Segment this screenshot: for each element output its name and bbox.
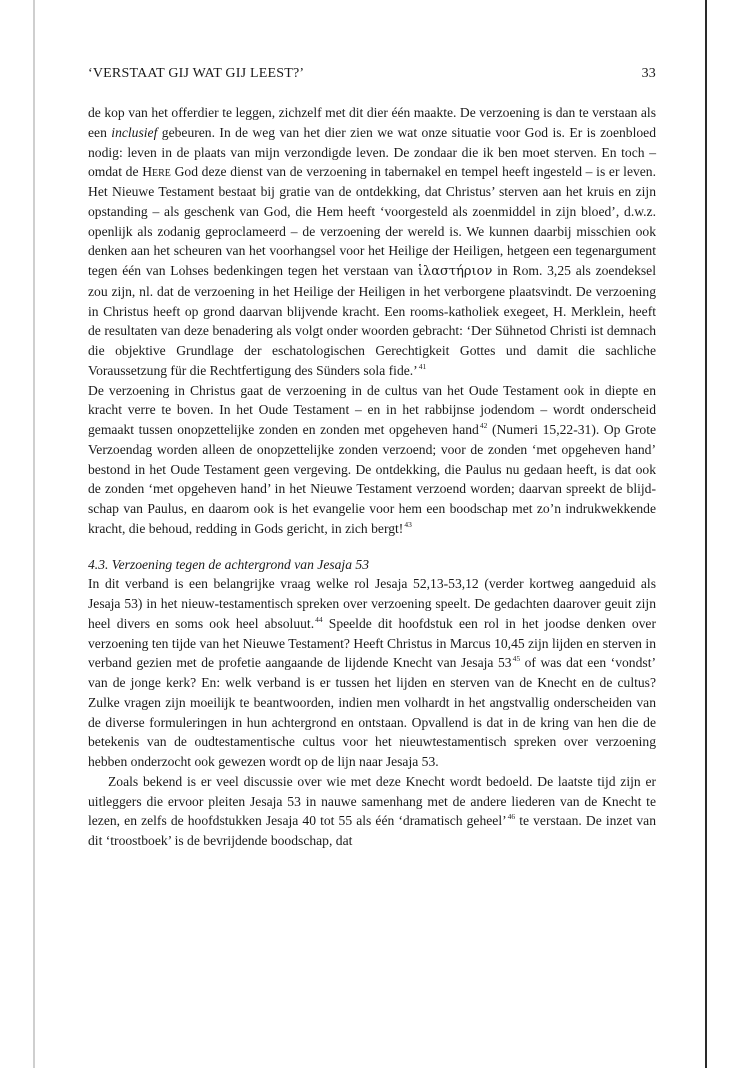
paragraph-3-text-3: of was dat een ‘vondst’ van de jonge kerk? En: welk verband is er tussen het lijden en sterven van de Knecht en de cultus? Zulke vragen zijn moeilijk te beantwoorden, indien men volhardt in het angstvallig onderscheiden van de diverse formuleringen in hun achtergrond en ontstaan. Opvallend is dat in de kring van hen die de betekenis van de oudtestamentische cultus voor het nieuwtestamentisch spreken over verzoening hebben onderzocht ook gewezen wordt op de lijn naar Jesaja 53.: [88, 655, 656, 769]
running-title: ‘VERSTAAT GIJ WAT GIJ LEEST?’: [88, 66, 305, 81]
footnote-ref-42: 42: [479, 421, 488, 430]
paragraph-2-text-1: De verzoening in Christus gaat de verzoening in de cultus van het Oude Testament ook in diepte en kracht verre te boven. In het Oude Testament – en in het rabbijnse jodendom – wordt onderscheid gemaakt tussen onopzettelijke zonden en zonden met opgeheven hand: [88, 382, 656, 437]
greek-word: ἱλαστήριον: [417, 264, 493, 279]
page-edge-right: [705, 0, 707, 1068]
paragraph-3: [88, 574, 656, 772]
footnote-ref-41: 41: [418, 361, 427, 371]
paragraph-3-text-1: In dit verband is een belangrijke vraag welke rol Jesaja 52,13-53,12 (verder kortweg aangeduid als Jesaja 53) in het nieuw-testamentisch spreken over verzoening speelt. De gedachten daarover geuit zijn heel divers en soms ook heel absoluut.: [88, 576, 656, 631]
emphasis-inclusief: inclusief: [111, 124, 158, 140]
paragraph-3-text-2: Speelde dit hoofdstuk een rol in het joodse denken over verzoening ten tijde van het Nieuwe Testament? Heeft Christus in Marcus 10,45 zijn lijden en sterven in verband gezien met de profetie aangaande de lijdende Knecht van Jesaja 53: [88, 615, 656, 671]
paragraph-1-text-2: gebeuren. In de weg van het dier zien we wat onze situatie voor God is. Er is zoenbloed nodig: leven in de plaats van mijn verzondigde leven. De zondaar die ik ben moet sterven. En toch – omdat de: [88, 124, 656, 180]
page-number: 33: [641, 66, 656, 81]
footnote-ref-45: 45: [512, 654, 521, 664]
body-text: [88, 103, 656, 851]
paragraph-1-text-4: in Rom. 3,25 als zoendeksel zou zijn, nl. dat de verzoening in het Heilige der Heiligen in het verborgene plaatsvindt. De verzoening in Christus heeft op grond daarvan blijvende kracht. Een rooms-katholiek exegeet, H. Merklein, heeft de resultaten van deze benadering als volgt onder woorden gebracht: ‘Der Sühnetod Christi ist demnach die objektive Grundlage der eschatologischen Gerechtigkeit Gottes und damit die sachliche Voraussetzung für die Rechtfertigung des Sünders sola fide.’: [88, 263, 656, 378]
footnote-ref-46: 46: [507, 812, 516, 822]
paragraph-1: [88, 103, 656, 381]
paragraph-1-text-3: God deze dienst van de verzoening in tabernakel en tempel heeft ingesteld – is er leven. Het Nieuwe Testament bestaat bij gratie van de ontdekking, dat Christus’ sterven aan het kruis en zijn opstanding – als geschenk van God, die Hem heeft ‘voorgesteld als zoenmiddel in zijn bloed’, d.w.z. openlijk als zodanig geproclameerd – de verzoening der wereld is. We kunnen daarbij misschien ook denken aan het scheuren van het voorhangsel voor het Heilige der Heiligen, hetgeen een tegenargument tegen één van Lohses bedenkingen tegen het verstaan van: [88, 164, 656, 278]
paragraph-4-text-1: Zoals bekend is er veel discussie over wie met deze Knecht wordt bedoeld. De laatste tijd zijn er uitleggers die ervoor pleiten Jesaja 53 in nauwe samenhang met de andere liederen van de Knecht te lezen, en zelfs de hoofdstukken Jesaja 40 tot 55 als één ‘dramatisch geheel’: [88, 773, 656, 829]
paragraph-1-text-1: de kop van het offerdier te leggen, zichzelf met dit dier één maakte. De verzoening is dan te verstaan als een: [88, 105, 656, 140]
page-edge-left: [33, 0, 35, 1068]
section-heading: 4.3. Verzoening tegen de achtergrond van Jesaja 53: [88, 556, 370, 572]
footnote-ref-43: 43: [404, 519, 412, 529]
running-header: [88, 66, 656, 86]
paragraph-4-text-2: te verstaan. De inzet van dit ‘troostboek’ is de bevrijdende boodschap, dat: [88, 813, 656, 848]
paragraph-2: [88, 381, 656, 539]
paragraph-4: [88, 772, 656, 851]
paragraph-2-text-2: (Numeri 15,22-31). Op Grote Verzoendag worden alleen de onopzettelijke zonden verzoend; voor de zonden ‘met opgeheven hand’ bestond in het Oude Testament geen vergeving. De ontdekking, die Paulus nu gedaan heeft, is dat ook de zonden ‘met opgeheven hand’ in het Nieuwe Testament verzoend worden; daarvan spreekt de blijdschap van Paulus, en daarom ook is het evangelie voor hem een boodschap met zo’n indrukwekkende kracht, die behoud, redding in Gods gericht, in zich bergt!: [88, 422, 657, 536]
small-caps-here: Here: [142, 164, 171, 180]
footnote-ref-44: 44: [315, 614, 323, 624]
